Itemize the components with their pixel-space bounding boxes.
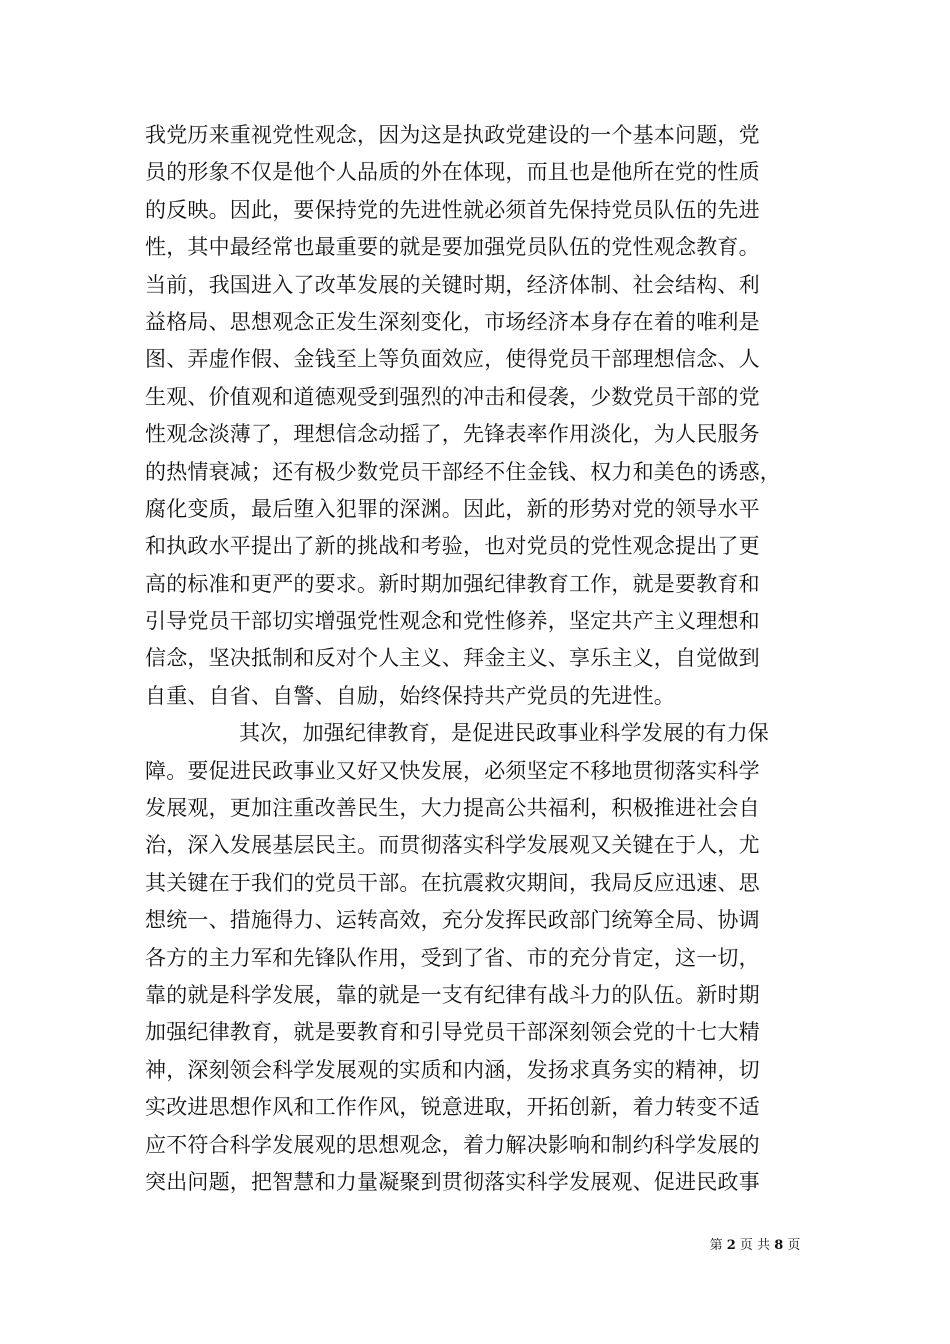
text-line: 当前，我国进入了改革发展的关键时期，经济体制、社会结构、利	[145, 272, 760, 297]
text-line: 引导党员干部切实增强党性观念和党性修养，坚定共产主义理想和	[145, 609, 760, 634]
text-line: 益格局、思想观念正发生深刻变化，市场经济本身存在着的唯利是	[145, 309, 760, 334]
footer-middle: 页 共	[739, 1238, 771, 1253]
text-line: 靠的就是科学发展，靠的就是一支有纪律有战斗力的队伍。新时期	[145, 982, 760, 1007]
text-line: 图、弄虚作假、金钱至上等负面效应，使得党员干部理想信念、人	[145, 347, 760, 372]
text-line: 的热情衰减；还有极少数党员干部经不住金钱、权力和美色的诱惑，	[145, 459, 781, 484]
text-line: 性，其中最经常也最重要的就是要加强党员队伍的党性观念教育。	[145, 235, 760, 260]
text-line: 员的形象不仅是他个人品质的外在体现，而且也是他所在党的性质	[145, 160, 760, 185]
text-line: 应不符合科学发展观的思想观念，着力解决影响和制约科学发展的	[145, 1132, 760, 1157]
footer-suffix: 页	[787, 1238, 801, 1253]
text-line: 实改进思想作风和工作作风，锐意进取，开拓创新，着力转变不适	[145, 1095, 760, 1120]
text-line: 的反映。因此，要保持党的先进性就必须首先保持党员队伍的先进	[145, 197, 760, 222]
text-line: 障。要促进民政事业又好又快发展，必须坚定不移地贯彻落实科学	[145, 758, 760, 783]
text-line: 发展观，更加注重改善民生，大力提高公共福利，积极推进社会自	[145, 796, 760, 821]
text-line: 突出问题，把智慧和力量凝聚到贯彻落实科学发展观、促进民政事	[145, 1169, 760, 1194]
text-line: 高的标准和更严的要求。新时期加强纪律教育工作，就是要教育和	[145, 571, 760, 596]
text-line: 其关键在于我们的党员干部。在抗震救灾期间，我局反应迅速、思	[145, 870, 760, 895]
body-text	[145, 117, 805, 1201]
text-line: 生观、价值观和道德观受到强烈的冲击和侵袭，少数党员干部的党	[145, 384, 760, 409]
text-line: 性观念淡薄了，理想信念动摇了，先锋表率作用淡化，为人民服务	[145, 422, 760, 447]
text-line: 我党历来重视党性观念，因为这是执政党建设的一个基本问题，党	[145, 123, 760, 147]
total-page-count: 8	[774, 1238, 784, 1253]
text-line: 想统一、措施得力、运转高效，充分发挥民政部门统筹全局、协调	[145, 908, 760, 933]
text-line: 信念，坚决抵制和反对个人主义、拜金主义、享乐主义，自觉做到	[145, 646, 760, 671]
text-line: 神，深刻领会科学发展观的实质和内涵，发扬求真务实的精神，切	[145, 1057, 760, 1082]
page-number-footer	[700, 1236, 810, 1256]
text-line: 加强纪律教育，就是要教育和引导党员干部深刻领会党的十七大精	[145, 1020, 760, 1045]
text-line: 自重、自省、自警、自励，始终保持共产党员的先进性。	[145, 683, 675, 708]
text-line: 治，深入发展基层民主。而贯彻落实科学发展观又关键在于人，尤	[145, 833, 760, 858]
footer-prefix: 第	[709, 1238, 723, 1253]
text-line: 腐化变质，最后堕入犯罪的深渊。因此，新的形势对党的领导水平	[145, 496, 760, 521]
paragraph-start-line: 其次，加强纪律教育，是促进民政事业科学发展的有力保	[239, 721, 769, 746]
text-line: 和执政水平提出了新的挑战和考验，也对党员的党性观念提出了更	[145, 534, 760, 559]
current-page-number: 2	[726, 1238, 736, 1253]
text-line: 各方的主力军和先锋队作用，受到了省、市的充分肯定，这一切，	[145, 945, 760, 970]
